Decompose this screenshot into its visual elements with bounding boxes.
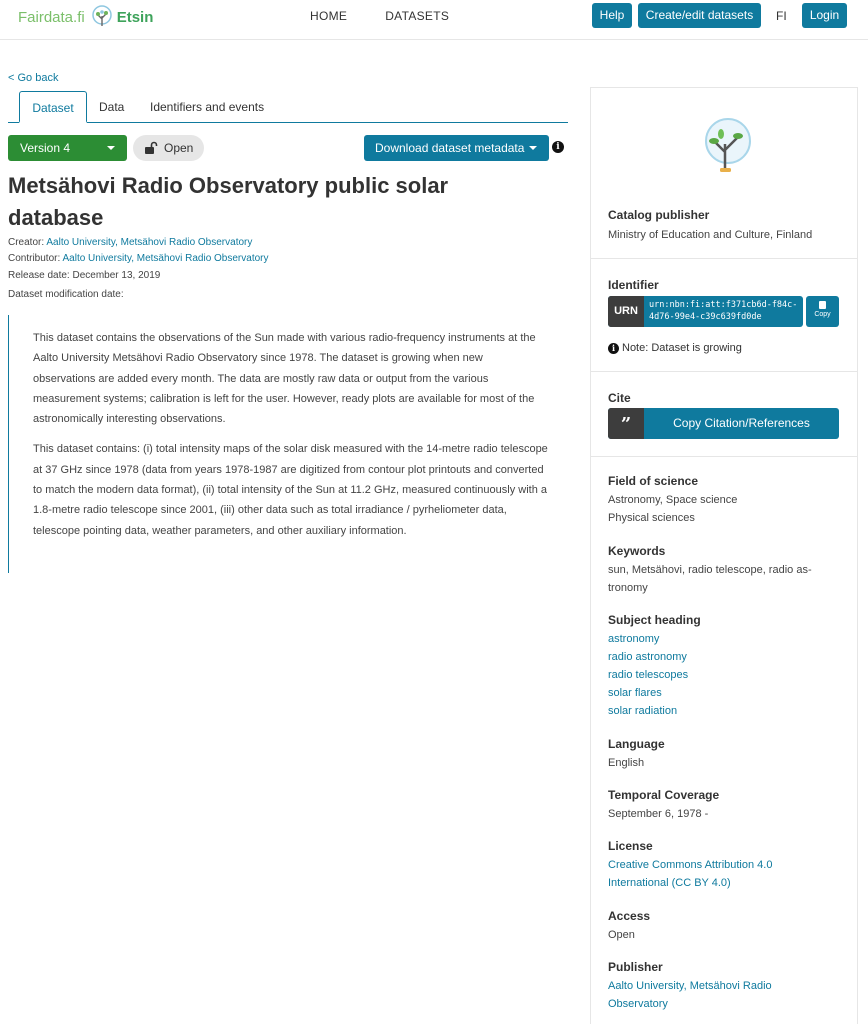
language-value: English [608,757,645,769]
main-nav [310,9,449,23]
catalog-logo-icon [695,114,757,176]
description-paragraph: This dataset contains: (i) total intensity maps of the solar disk measured with the 14-metre radio telescope at 37 GHz since 1978 (data from years 1978-1987 are digitized from contour plot printouts and converted to match the modern data format), (ii) total intensity of the Sun at 11.2 GHz, measured continuously with a 1.8-metre radio telescope since 2001, (iii) other data such as total irradiance / pyrheliometer data, telescope pointing data, weather parameters, and other auxiliary information. [33,443,548,537]
publisher-link[interactable]: Observatory [608,998,668,1010]
copy-citation-button[interactable] [608,408,839,439]
license-link[interactable]: Creative Commons Attribution 4.0 [608,859,773,871]
download-metadata-label: Download dataset metadata [375,141,525,155]
section-divider [591,371,857,372]
creator-link[interactable]: Aalto University, Metsähovi Radio Observatory [46,237,253,248]
note-text: Note: Dataset is growing [622,342,742,354]
contributor-link[interactable]: Aalto University, Metsähovi Radio Observatory [62,253,269,264]
copy-citation-label: Copy Citation/References [673,416,810,430]
subject-link-solar-flares[interactable]: solar flares [608,687,662,699]
caret-down-icon [107,146,115,150]
subject-link-solar-radiation[interactable]: solar radiation [608,705,678,717]
unlock-icon [144,141,158,155]
creator-label: Creator: [8,237,45,248]
identifier-box [608,296,803,327]
subject-link-radio-telescopes[interactable]: radio telescopes [608,669,689,681]
description-paragraph: This dataset contains the observations of the Sun made with various radio-frequency instruments at the Aalto University Metsähovi Radio Observatory since 1978. The dataset is growing when new observations are added every month. The data are mostly raw data or output from the various measurement systems; calibration is left for the user. However, ready plots are available for most of the astronomically interesting observations. [33,332,536,426]
section-divider [591,456,857,457]
dataset-tabs [8,91,568,123]
copy-label: Copy [814,311,831,318]
download-metadata-dropdown[interactable] [364,135,549,161]
contributor-label: Contributor: [8,253,61,264]
temporal-coverage-heading: Temporal Coverage [608,788,720,802]
temporal-coverage-value: September 6, 1978 - [608,808,709,820]
access-badge [133,135,204,161]
nav-home[interactable]: HOME [310,9,348,23]
keywords-heading: Keywords [608,544,666,558]
catalog-publisher-value: Ministry of Education and Culture, Finland [608,229,813,241]
subject-link-astronomy[interactable]: astronomy [608,633,660,645]
logo-primary-text: Fairdata.fi [18,8,85,26]
tab-identifiers-and-events[interactable]: Identifiers and events [150,100,265,114]
field-of-science-heading: Field of science [608,474,699,488]
subject-link-radio-astronomy[interactable]: radio astronomy [608,651,687,663]
access-heading: Access [608,909,651,923]
cite-heading: Cite [608,391,631,405]
identifier-heading: Identifier [608,278,659,292]
language-toggle[interactable]: FI [776,9,787,23]
help-button[interactable]: Help [592,3,632,28]
dataset-title: Metsähovi Radio Observatory public solar database [8,173,449,230]
access-value: Open [608,929,635,941]
copy-identifier-button[interactable] [806,296,839,327]
field-of-science-item: Physical sciences [608,512,695,524]
info-icon[interactable]: i [552,141,564,153]
license-link[interactable]: International (CC BY 4.0) [608,877,731,889]
version-dropdown[interactable] [8,135,127,161]
section-divider [591,258,857,259]
language-heading: Language [608,737,665,751]
top-navbar [0,0,868,40]
access-badge-label: Open [164,141,194,155]
field-of-science-item: Astronomy, Space science [608,494,738,506]
keywords-line: tronomy [608,582,648,594]
keywords-line: sun, Metsähovi, radio telescope, radio as- [608,564,812,576]
publisher-link[interactable]: Aalto University, Metsähovi Radio [608,980,772,992]
dataset-sidebar [590,87,858,1024]
logo-secondary-text: Etsin [116,8,154,26]
modification-date: Dataset modification date: [8,289,124,300]
contributor-line [8,253,269,264]
dataset-description [8,315,548,573]
creator-line [8,237,252,248]
publisher-heading: Publisher [608,960,663,974]
version-label: Version 4 [20,141,71,155]
subject-heading-heading: Subject heading [608,613,701,627]
fairdata-logo[interactable] [18,4,153,30]
quote-icon: ” [608,408,644,439]
caret-down-icon [529,146,537,150]
nav-datasets[interactable]: DATASETS [385,9,450,23]
catalog-publisher-heading: Catalog publisher [608,208,710,222]
login-button[interactable]: Login [802,3,847,28]
license-heading: License [608,839,653,853]
tab-dataset[interactable]: Dataset [19,91,87,123]
tree-logo-icon [89,4,115,30]
clipboard-icon [819,301,826,309]
go-back-link[interactable]: < Go back [8,72,59,84]
urn-tag: URN [608,296,644,327]
info-icon: i [608,343,619,354]
urn-value[interactable]: urn:nbn:fi:att:f371cb6d-f84c-4d76-99e4-c39c639fd0de [649,300,798,322]
tab-data[interactable]: Data [99,100,125,114]
release-date: Release date: December 13, 2019 [8,270,161,281]
create-edit-datasets-button[interactable]: Create/edit datasets [638,3,761,28]
dataset-note [608,342,742,354]
